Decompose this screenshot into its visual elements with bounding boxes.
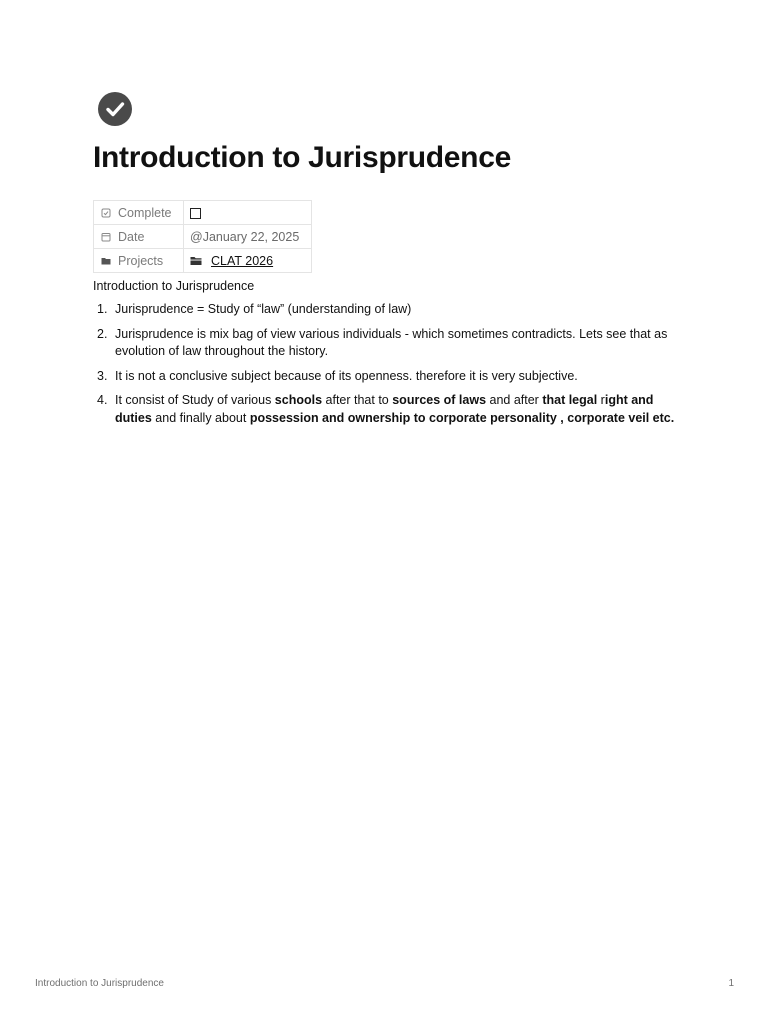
intro-text: Introduction to Jurisprudence bbox=[93, 279, 255, 293]
list-item-text-part: and finally about bbox=[151, 410, 250, 425]
list-item-text-part: r bbox=[600, 393, 605, 407]
list-item-text: Jurisprudence is mix bag of view various individuals - which sometimes contradicts. Lets see that as evolution of law throughout the history. bbox=[115, 326, 668, 358]
list-item-text-part: and after bbox=[486, 393, 543, 407]
property-row-projects bbox=[94, 249, 312, 273]
project-link-clat-2026[interactable]: CLAT 2026 bbox=[211, 253, 274, 268]
checkbox-property-icon bbox=[101, 208, 111, 218]
list-item bbox=[93, 368, 683, 386]
property-key-complete: Complete bbox=[118, 205, 172, 220]
list-item-text-part: It consist of Study of various bbox=[115, 393, 275, 407]
list-number: 1. bbox=[97, 302, 108, 316]
footer-title: Introduction to Jurisprudence bbox=[35, 978, 164, 989]
property-row-complete bbox=[94, 201, 312, 225]
list-number: 3. bbox=[97, 368, 108, 383]
bold-text: possession and ownership to corporate personality , corporate veil etc. bbox=[249, 410, 675, 425]
list-item bbox=[93, 392, 683, 427]
bold-text: sources of laws bbox=[392, 393, 487, 407]
property-key-date: Date bbox=[118, 229, 145, 244]
property-key-projects: Projects bbox=[118, 253, 164, 268]
list-item-text-part: after that to bbox=[322, 393, 393, 407]
page-title: Introduction to Jurisprudence bbox=[93, 141, 511, 174]
calendar-icon bbox=[101, 232, 111, 242]
list-number: 2. bbox=[97, 326, 108, 341]
footer-page-number: 1 bbox=[728, 978, 734, 989]
project-folder-icon bbox=[190, 256, 202, 266]
bold-text: ight and duties bbox=[115, 393, 654, 425]
properties-table bbox=[93, 200, 312, 273]
numbered-list bbox=[93, 301, 683, 434]
check-circle-icon bbox=[98, 92, 132, 126]
list-number: 4. bbox=[97, 393, 108, 407]
list-item-text: It is not a conclusive subject because of its openness. therefore it is very subjective. bbox=[115, 368, 578, 383]
bold-text: that legal bbox=[542, 393, 601, 407]
property-row-date bbox=[94, 225, 312, 249]
bold-text: schools bbox=[274, 393, 323, 407]
list-item bbox=[93, 326, 683, 361]
complete-checkbox[interactable] bbox=[190, 208, 201, 219]
list-item bbox=[93, 301, 683, 319]
folder-icon bbox=[101, 256, 111, 266]
date-value[interactable]: @January 22, 2025 bbox=[184, 225, 312, 249]
list-item-text: Jurisprudence = Study of “law” (understanding of law) bbox=[115, 302, 412, 316]
